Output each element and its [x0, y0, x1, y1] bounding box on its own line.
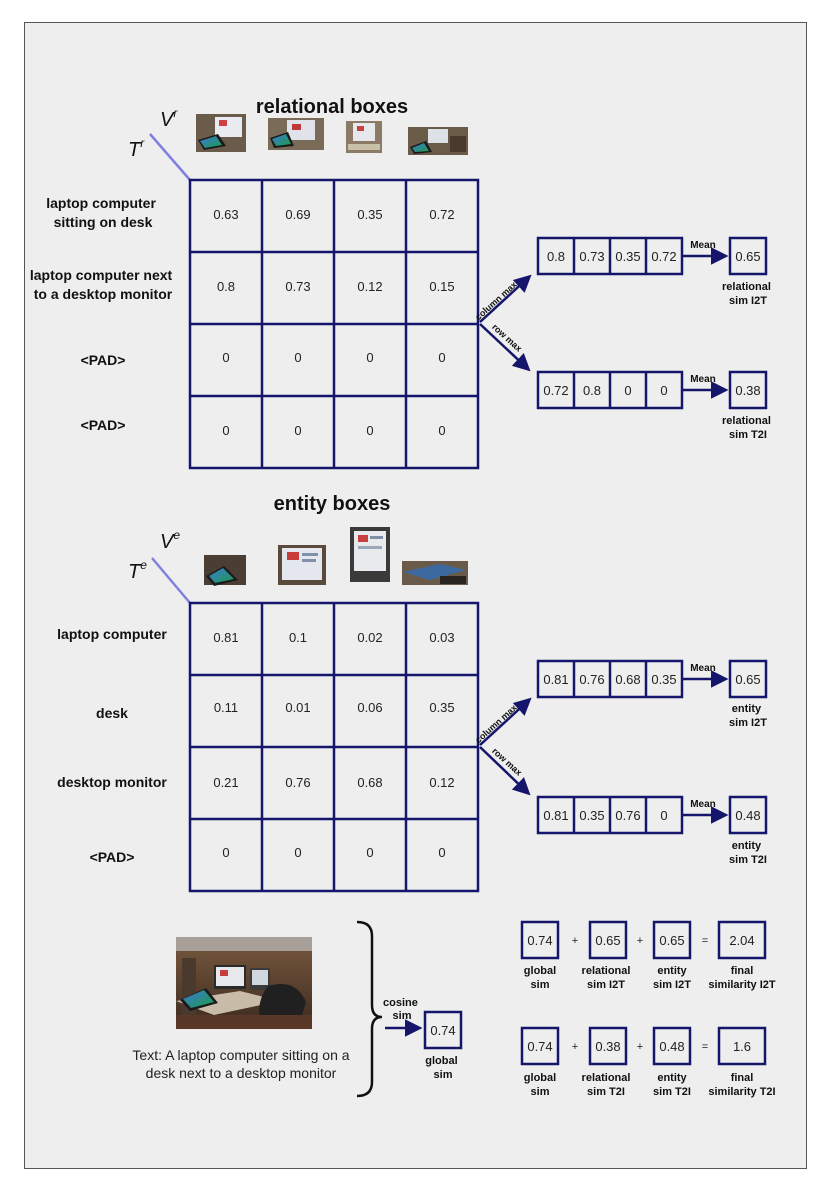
entity-box-image-2 [278, 545, 326, 585]
ent-row-max-vector [538, 797, 682, 833]
ent-t2i-label: entity sim T2I [729, 840, 767, 866]
entity-title: entity boxes [273, 493, 391, 515]
rel-cell-r3-c1: 0 [222, 350, 230, 365]
ent-row-label-2: desk [96, 705, 128, 721]
entity-matrix [190, 603, 478, 891]
relational-row-labels [30, 195, 176, 433]
rel-cell-r3-c3: 0 [366, 350, 374, 365]
ent-cell-r4-c4: 0 [438, 845, 446, 860]
rel-row-max-2: 0.8 [582, 383, 602, 398]
rel-row-label-3: <PAD> [80, 352, 126, 368]
rel-i2t-value: 0.65 [735, 249, 761, 264]
sum-t2i-label-4: final similarity T2I [708, 1072, 776, 1098]
sum-i2t-plus-2: + [636, 935, 644, 947]
sum-i2t [522, 922, 776, 991]
entity-box-image-4 [402, 561, 468, 585]
relational-v-label: $V^r$ [160, 106, 178, 131]
ent-i2t-value: 0.65 [735, 672, 761, 687]
relational-diagonal [150, 134, 190, 180]
ent-cell-r3-c3: 0.68 [357, 775, 383, 790]
ent-cell-r2-c2: 0.01 [285, 700, 311, 715]
global-sim-label: global sim [425, 1055, 458, 1081]
sum-i2t-equals: = [701, 935, 709, 947]
sum-i2t-label-2: relational sim I2T [581, 965, 631, 991]
ent-col-max-2: 0.76 [579, 672, 605, 687]
ent-cell-r1-c2: 0.1 [288, 630, 308, 645]
ent-row-label-3: desktop monitor [57, 774, 167, 790]
rel-row-label-4: <PAD> [80, 417, 126, 433]
sum-i2t-term-2: 0.65 [595, 933, 621, 948]
sum-i2t-result: 2.04 [729, 933, 755, 948]
sum-t2i-equals: = [701, 1041, 709, 1053]
sum-t2i-term-1: 0.74 [527, 1039, 553, 1054]
curly-brace [357, 922, 382, 1096]
rel-cell-r2-c4: 0.15 [429, 279, 455, 294]
rel-column-max-label: column max [473, 279, 519, 323]
rel-cell-r4-c2: 0 [294, 423, 302, 438]
ent-cell-r1-c3: 0.02 [357, 630, 383, 645]
entity-v-label: Ve [160, 528, 181, 553]
ent-i2t-mean-label: Mean [690, 663, 716, 674]
ent-t2i-value: 0.48 [735, 808, 761, 823]
rel-cell-r4-c1: 0 [222, 423, 230, 438]
ent-cell-r2-c3: 0.06 [357, 700, 383, 715]
sum-t2i-plus-1: + [571, 1041, 579, 1053]
rel-i2t-label: relational sim I2T [722, 281, 771, 307]
rel-col-max-4: 0.72 [651, 249, 677, 264]
rel-row-max-4: 0 [660, 383, 668, 398]
sum-t2i-label-3: entity sim T2I [653, 1072, 691, 1098]
rel-cell-r2-c1: 0.8 [216, 279, 236, 294]
global-sim-value: 0.74 [430, 1023, 456, 1038]
ent-row-max-2: 0.35 [579, 808, 605, 823]
rel-row-max-label: row max [490, 321, 524, 354]
ent-row-label-4: <PAD> [89, 849, 135, 865]
sum-t2i-term-2: 0.38 [595, 1039, 621, 1054]
relational-box-image-1 [196, 114, 246, 152]
rel-cell-r2-c2: 0.73 [285, 279, 311, 294]
sum-t2i-label-1: global sim [523, 1072, 557, 1098]
entity-t-label: $T^e$ [128, 558, 147, 583]
sum-i2t-term-1: 0.74 [527, 933, 553, 948]
rel-t2i-mean-label: Mean [690, 374, 716, 385]
rel-cell-r1-c1: 0.63 [213, 207, 239, 222]
ent-row-max-3: 0.76 [615, 808, 641, 823]
ent-cell-r3-c1: 0.21 [213, 775, 239, 790]
entity-row-labels [57, 626, 167, 865]
ent-col-max-vector [538, 661, 682, 697]
ent-cell-r4-c2: 0 [294, 845, 302, 860]
rel-col-max-vector [538, 238, 682, 274]
relational-box-image-3 [346, 121, 382, 153]
ent-row-max-1: 0.81 [543, 808, 569, 823]
rel-cell-r4-c4: 0 [438, 423, 446, 438]
relational-t-label: $T^r$ [128, 136, 145, 161]
sum-i2t-label-3: entity sim I2T [653, 965, 691, 991]
sum-i2t-term-3: 0.65 [659, 933, 685, 948]
sum-i2t-plus-1: + [571, 935, 579, 947]
entity-diagonal [152, 558, 190, 603]
ent-cell-r1-c1: 0.81 [213, 630, 239, 645]
ent-row-max-4: 0 [660, 808, 668, 823]
sum-t2i-label-2: relational sim T2I [581, 1072, 631, 1098]
ent-cell-r4-c1: 0 [222, 845, 230, 860]
sum-t2i-result: 1.6 [732, 1039, 752, 1054]
sum-t2i [522, 1028, 776, 1098]
scene-photo [176, 937, 312, 1029]
rel-cell-r2-c3: 0.12 [357, 279, 383, 294]
rel-col-max-2: 0.73 [579, 249, 605, 264]
rel-cell-r1-c2: 0.69 [285, 207, 311, 222]
ent-i2t-label: entity sim I2T [729, 703, 767, 729]
rel-row-label-1: laptop computer sitting on desk [46, 195, 156, 230]
cosine-sim-label: cosine sim [383, 997, 418, 1022]
rel-i2t-mean-label: Mean [690, 240, 716, 251]
ent-column-max-label: column max [473, 702, 519, 746]
entity-box-image-1 [204, 555, 246, 586]
rel-row-label-2: laptop computer next to a desktop monitor [29, 267, 173, 302]
ent-t2i-mean-label: Mean [690, 799, 716, 810]
ent-col-max-3: 0.68 [615, 672, 641, 687]
relational-box-image-4 [408, 127, 468, 155]
relational-title: relational boxes [255, 96, 409, 118]
ent-col-max-1: 0.81 [543, 672, 569, 687]
relational-matrix [190, 180, 478, 468]
sum-i2t-label-1: global sim [523, 965, 557, 991]
rel-t2i-label: relational sim T2I [722, 415, 771, 441]
rel-row-max-3: 0 [624, 383, 632, 398]
ent-row-max-label: row max [490, 745, 524, 778]
rel-col-max-3: 0.35 [615, 249, 641, 264]
ent-cell-r1-c4: 0.03 [429, 630, 455, 645]
ent-cell-r2-c1: 0.11 [213, 700, 239, 715]
relational-box-image-2 [268, 118, 324, 150]
caption-text: Text: A laptop computer sitting on a desk next to a desktop monitor [132, 1047, 350, 1081]
ent-cell-r3-c4: 0.12 [429, 775, 455, 790]
ent-col-max-4: 0.35 [651, 672, 677, 687]
entity-box-image-3 [350, 527, 390, 582]
ent-row-label-1: laptop computer [57, 626, 167, 642]
rel-row-max-vector [538, 372, 682, 408]
sum-t2i-plus-2: + [636, 1041, 644, 1053]
rel-cell-r3-c4: 0 [438, 350, 446, 365]
rel-col-max-1: 0.8 [546, 249, 566, 264]
ent-cell-r2-c4: 0.35 [429, 700, 455, 715]
rel-cell-r3-c2: 0 [294, 350, 302, 365]
rel-t2i-value: 0.38 [735, 383, 761, 398]
rel-cell-r4-c3: 0 [366, 423, 374, 438]
sum-i2t-label-4: final similarity I2T [708, 965, 776, 991]
rel-row-max-1: 0.72 [543, 383, 569, 398]
rel-cell-r1-c3: 0.35 [357, 207, 383, 222]
ent-cell-r3-c2: 0.76 [285, 775, 311, 790]
sum-t2i-term-3: 0.48 [659, 1039, 685, 1054]
rel-cell-r1-c4: 0.72 [429, 207, 455, 222]
ent-cell-r4-c3: 0 [366, 845, 374, 860]
